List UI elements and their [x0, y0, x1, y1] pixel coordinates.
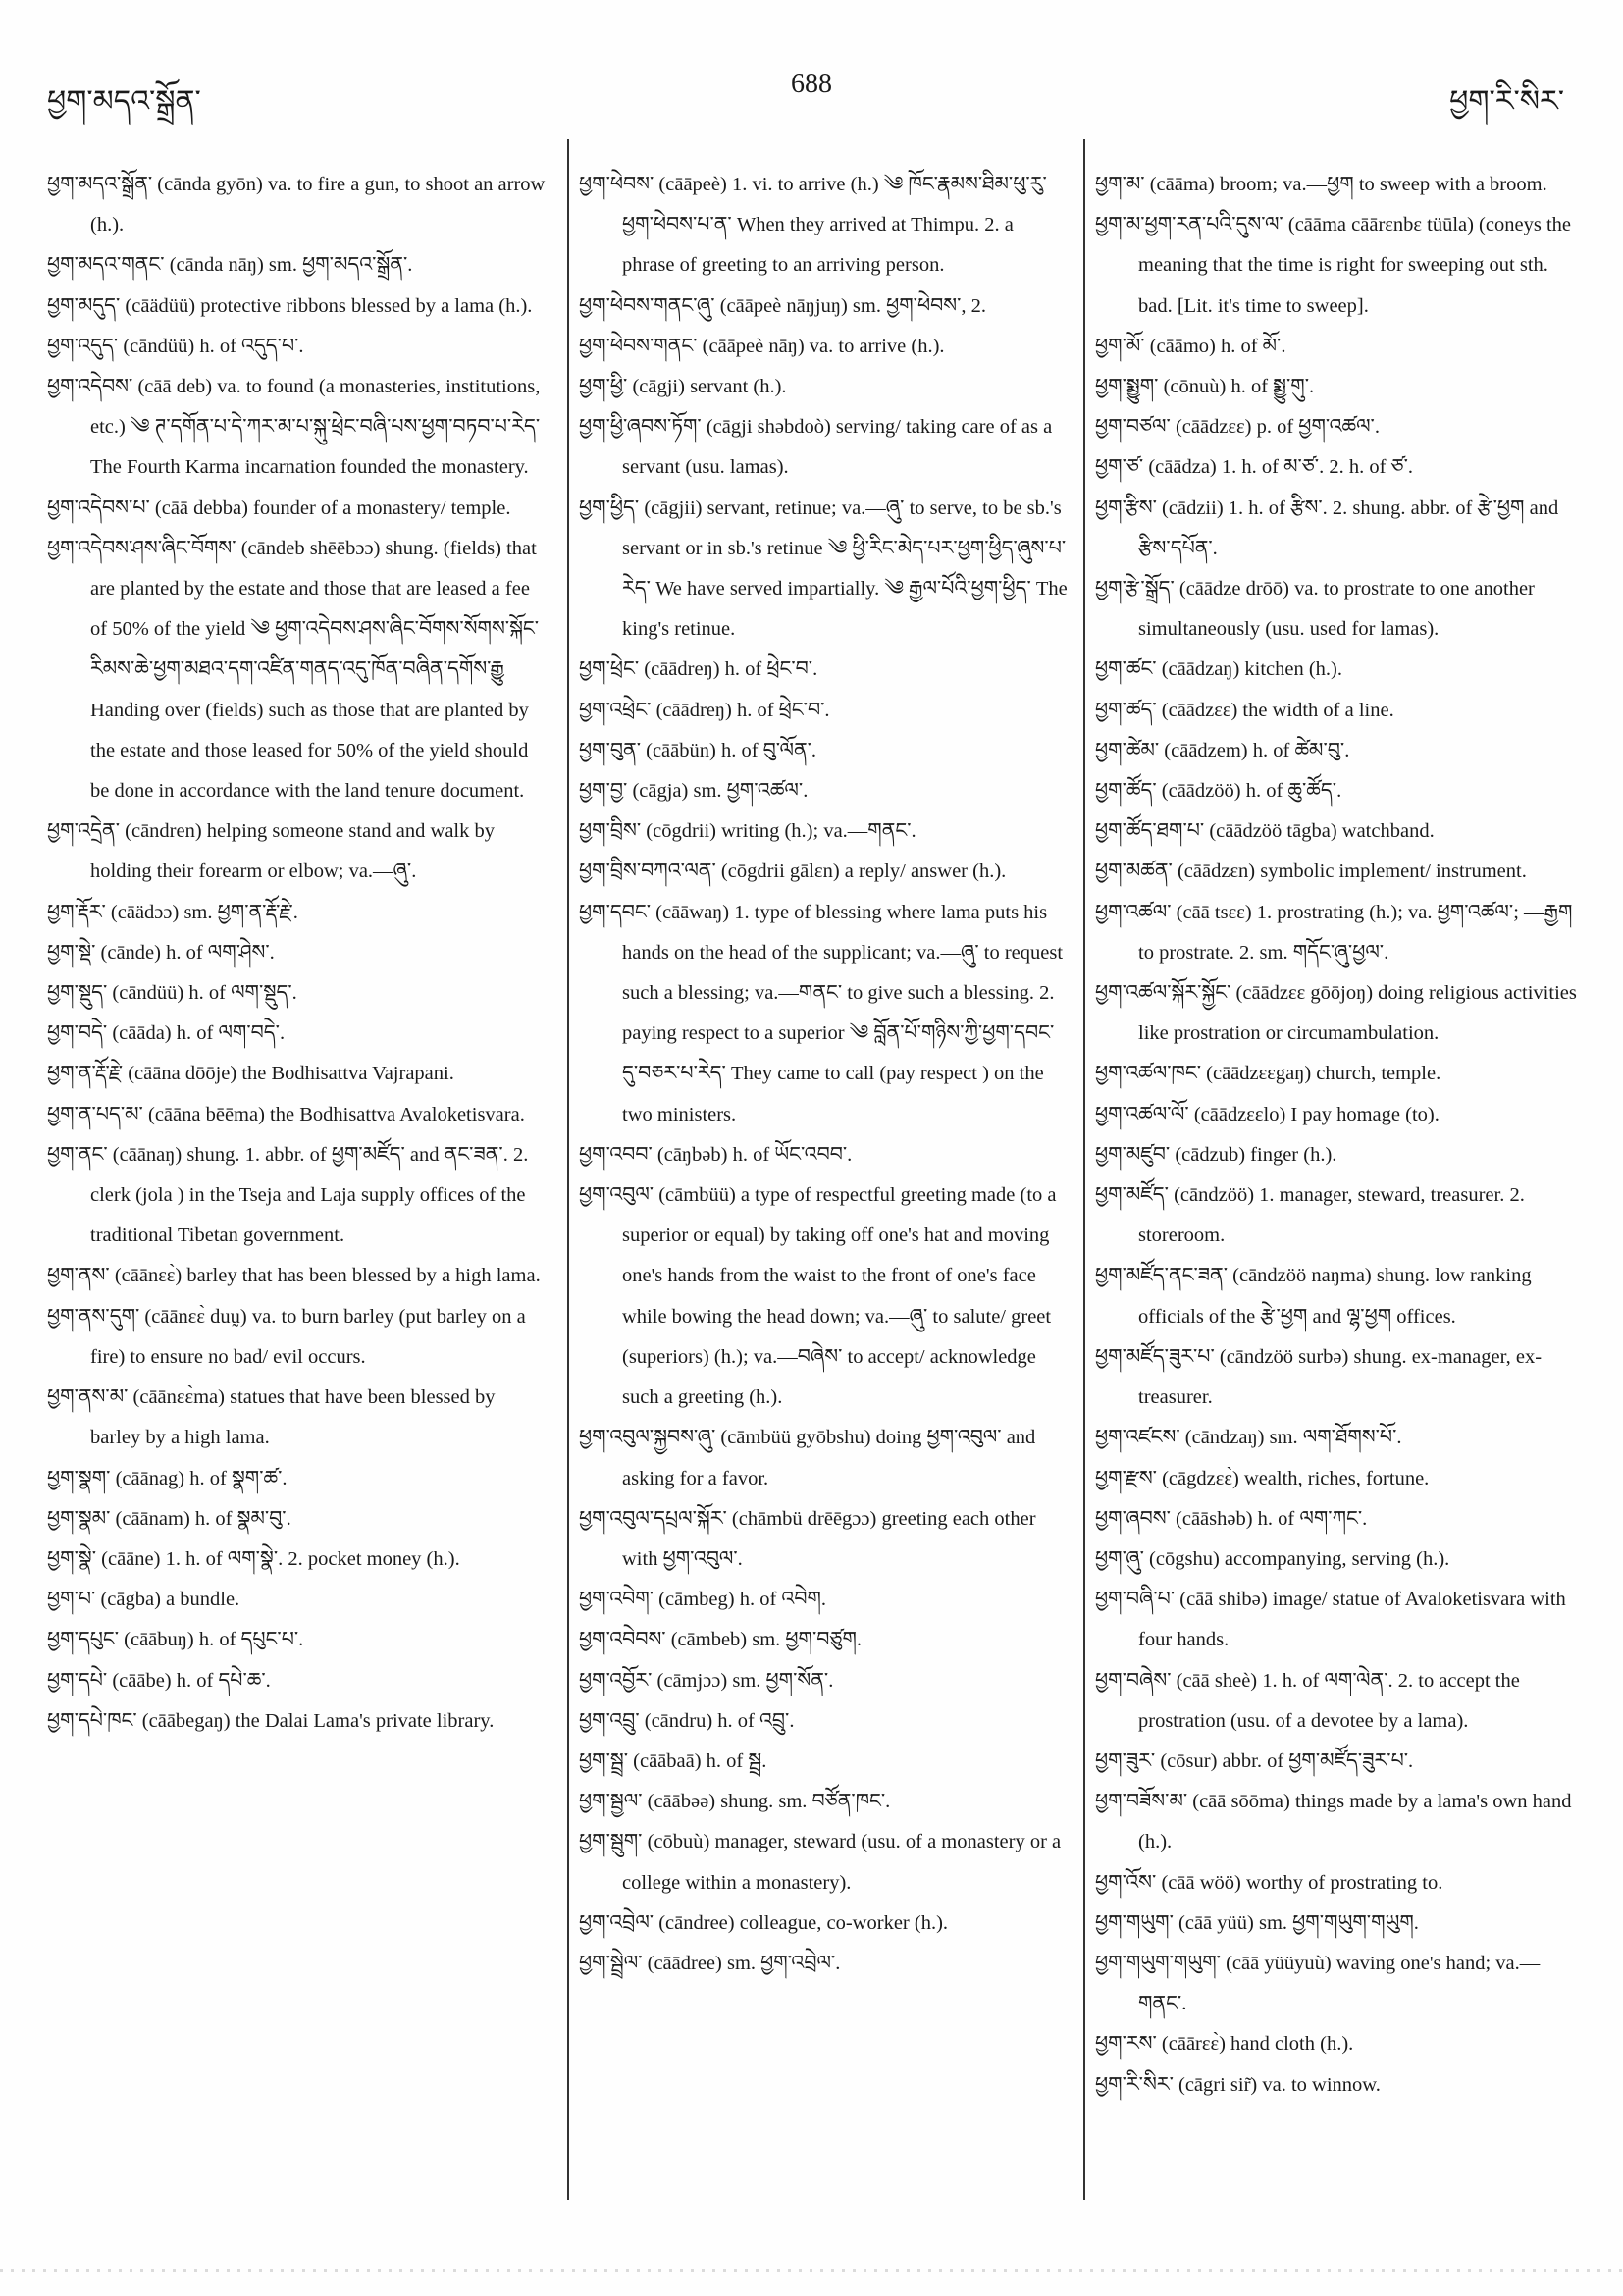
dictionary-entry: ཕྱག་དཔེ་ཁང་ (cāābegaŋ) the Dalai Lama's private library.: [47, 1709, 495, 1732]
dictionary-entry: ཕྱག་བཟོས་མ་ (cāā sōōma) things made by a lama's own hand (h.).: [1095, 1791, 1572, 1853]
dictionary-entry: ཕྱག་མཛོད་ཟུར་པ་ (cāndzöö surbə) shung. ex-manager, ex-treasurer.: [1095, 1345, 1543, 1409]
dictionary-entry: ཕྱག་ཚོད་ (cāādzöö) h. of ཆུ་ཚོད་.: [1095, 780, 1342, 803]
column-divider: [567, 139, 569, 2200]
dictionary-entry: ཕྱག་བདེ་ (cāāda) h. of ལག་བདེ་.: [47, 1022, 286, 1045]
scan-edge-noise: [0, 2269, 1623, 2272]
page-number: 688: [791, 69, 832, 99]
dictionary-entry: ཕྱག་ཚད་ (cāādzɛɛ) the width of a line.: [1095, 699, 1394, 721]
dictionary-column-3: [1095, 165, 1586, 2106]
dictionary-entry: ཕྱག་ན་རྡོ་རྗེ་ (cāāna dōōje) the Bodhisattva Vajrapani.: [47, 1063, 454, 1085]
dictionary-entry: ཕྱག་ཕེབས་གནང་ (cāāpeè nāŋ) va. to arrive (h.).: [579, 335, 945, 357]
header-right-guideword: ཕྱག་རི་སིར་: [1449, 85, 1564, 118]
dictionary-entry: ཕྱག་མཛུབ་ (cādzub) finger (h.).: [1095, 1143, 1337, 1166]
dictionary-entry: ཕྱག་མདའ་གནང་ (cānda nāŋ) sm. ཕྱག་མདའ་སྒྲོན་.: [47, 254, 413, 277]
dictionary-entry: ཕྱག་བྱ་ (cāgja) sm. ཕྱག་འཚལ་.: [579, 780, 809, 803]
dictionary-entry: ཕྱག་འདྲེན་ (cāndren) helping someone stand and walk by holding their forearm or elbow; va.—ཞུ་.: [47, 820, 496, 883]
dictionary-entry: ཕྱག་ཕྱིད་ (cāgjii) servant, retinue; va.—ཞུ་ to serve, to be sb.'s servant or in sb.'s retinue ༄ ཕྱི་རིང་མེད་པར་ཕྱག་ཕྱིད་ཞུས་པ་རེད་ We have served impartially. ༄ རྒྱལ་པོའི་ཕྱག་ཕྱིད་ The king's retinue.: [579, 496, 1068, 641]
dictionary-entry: ཕྱག་ཕྲེང་ (cāādreŋ) h. of ཕྲེང་བ་.: [579, 658, 818, 681]
dictionary-entry: ཕྱག་ན་པད་མ་ (cāāna bēēma) the Bodhisattva Avaloketisvara.: [47, 1103, 525, 1125]
dictionary-entry: ཕྱག་འབྲུ་ (cāndru) h. of འབྲུ་.: [579, 1709, 795, 1732]
dictionary-entry: ཕྱག་བཙལ་ (cāādzɛɛ) p. of ཕྱག་འཚལ་.: [1095, 416, 1380, 439]
dictionary-entry: ཕྱག་རྡོར་ (cāädɔɔ) sm. ཕྱག་ན་རྡོ་རྗེ་.: [47, 901, 298, 923]
dictionary-entry: ཕྱག་བཞེས་ (cāā sheè) 1. h. of ལག་ལེན་. 2. to accept the prostration (usu. of a devotee by a lama).: [1095, 1669, 1520, 1732]
dictionary-entry: ཕྱག་འབུལ་དཔྲལ་སྐོར་ (chāmbü drēēgɔɔ) greeting each other with ཕྱག་འབུལ་.: [579, 1507, 1036, 1570]
dictionary-entry: ཕྱག་འདེབས་ (cāā deb) va. to found (a monasteries, institutions, etc.) ༄ ཊ་དགོན་པ་དེ་ཀར་མ་པ་སྐུ་ཕྲེང་བཞི་པས་ཕྱག་བཏབ་པ་རེད་ The Fourth Karma incarnation founded the monastery.: [47, 376, 541, 479]
dictionary-entry: ཕྱག་ཕེབས་ (cāāpeè) 1. vi. to arrive (h.) ༄ ཁོང་རྣམས་ཐིམ་ཕུ་རུ་ཕྱག་ཕེབས་པ་ན་ When they arrived at Thimpu. 2. a phrase of greeting to an arriving person.: [579, 174, 1047, 277]
dictionary-entry: ཕྱག་ཞུ་ (cōgshu) accompanying, serving (h.).: [1095, 1547, 1450, 1570]
dictionary-entry: ཕྱག་འབྱོར་ (cāmjɔɔ) sm. ཕྱག་སོན་.: [579, 1669, 834, 1692]
dictionary-entry: ཕྱག་སྣག་ (cāānag) h. of སྣག་ཚ་.: [47, 1467, 288, 1489]
dictionary-entry: ཕྱག་འདེབས་ཤས་ཞིང་བོགས་ (cāndeb shēēbɔɔ) shung. (fields) that are planted by the estate and those that are leased a fee of 50% of the yield ༄ ཕྱག་འདེབས་ཤས་ཞིང་བོགས་སོགས་སྐོང་རིམས་ཆེ་ཕྱག་མཐའ་དག་འཛིན་གནད་འདུ་ཁོན་བཞིན་དགོས་རྒྱུ Handing over (fields) such as those that are planted by the estate and those leased for 50% of the yield should be done in accordance with the land tenure document.: [47, 537, 540, 803]
dictionary-entry: ཕྱག་ཕྱི་ཞབས་ཏོག་ (cāgji shəbdoò) serving/ taking care of as a servant (usu. lamas).: [579, 416, 1053, 479]
dictionary-entry: ཕྱག་མཚན་ (cāādzɛn) symbolic implement/ instrument.: [1095, 861, 1527, 883]
dictionary-entry: ཕྱག་རྩེ་སྒྲོད་ (cāādze drōō) va. to prostrate to one another simultaneously (usu. used for lamas).: [1095, 578, 1535, 641]
dictionary-entry: ཕྱག་སྡུད་ (cāndüü) h. of ལག་སྡུད་.: [47, 982, 297, 1005]
dictionary-entry: ཕྱག་ནས་ (cāānɛɛ̀) barley that has been blessed by a high lama.: [47, 1265, 541, 1287]
dictionary-entry: ཕྱག་ཚེམ་ (cāādzem) h. of ཚེམ་བུ་.: [1095, 739, 1350, 761]
dictionary-entry: ཕྱག་བུན་ (cāābün) h. of བུ་ལོན་.: [579, 739, 817, 761]
dictionary-entry: ཕྱག་ཚོད་ཐག་པ་ (cāādzöö tāgba) watchband.: [1095, 820, 1435, 843]
dictionary-entry: ཕྱག་སྣམ་ (cāānam) h. of སྣམ་བུ་.: [47, 1507, 291, 1530]
dictionary-entry: ཕྱག་མ་ (cāāma) broom; va.—ཕྱག to sweep with a broom.: [1095, 174, 1547, 195]
header-left-guideword: ཕྱག་མདའ་སྒྲོན་: [47, 85, 201, 118]
dictionary-entry: ཕྱག་ནས་མ་ (cāānɛɛ̀ma) statues that have been blessed by barley by a high lama.: [47, 1386, 496, 1449]
dictionary-entry: ཕྱག་སྣེ་ (cāāne) 1. h. of ལག་སྣེ་. 2. pocket money (h.).: [47, 1547, 460, 1570]
dictionary-entry: ཕྱག་བྲིས་ (cōgdrii) writing (h.); va.—གནང་.: [579, 820, 916, 843]
dictionary-entry: ཕྱག་སྦུག་ (cōbuù) manager, steward (usu. of a monastery or a college within a monastery).: [579, 1831, 1062, 1894]
dictionary-entry: ཕྱག་དབང་ (cāāwaŋ) 1. type of blessing where lama puts his hands on the head of the supplicant; va.—ཞུ་ to request such a blessing; va.—གནང་ to give such a blessing. 2. paying respect to a superior ༄ བློན་པོ་གཉིས་ཀྱི་ཕྱག་དབང་དུ་བཅར་པ་རེད་ They came to call (pay respect ) on the two ministers.: [579, 901, 1064, 1125]
column-divider: [1083, 139, 1085, 2200]
dictionary-entry: ཕྱག་སྦྱལ་ (cāābəə) shung. sm. བཙོན་ཁང་.: [579, 1791, 891, 1813]
dictionary-entry: ཕྱག་དཔེ་ (cāābe) h. of དཔེ་ཆ་.: [47, 1669, 271, 1692]
dictionary-entry: ཕྱག་སྦྲེལ་ (cāādree) sm. ཕྱག་འབྲེལ་.: [579, 1952, 841, 1974]
dictionary-entry: ཕྱག་ནང་ (cāānaŋ) shung. 1. abbr. of ཕྱག་མཛོད་ and ནང་ཟན་. 2. clerk (jola ) in the Tseja and Laja supply offices of the traditional Tibetan government.: [47, 1143, 529, 1247]
dictionary-entry: ཕྱག་པ་ (cāgba) a bundle.: [47, 1589, 240, 1611]
dictionary-entry: ཕྱག་དཔུང་ (cāābuŋ) h. of དཔུང་པ་.: [47, 1629, 304, 1651]
dictionary-entry: ཕྱག་སྦྲ་ (cāābaā) h. of སྦྲ.: [579, 1749, 767, 1772]
dictionary-entry: ཕྱག་སྡེ་ (cānde) h. of ལག་ཤེས་.: [47, 941, 275, 964]
dictionary-entry: ཕྱག་ཕེབས་གནང་ཞུ་ (cāāpeè nāŋjuŋ) sm. ཕྱག་ཕེབས་, 2.: [579, 294, 987, 317]
dictionary-entry: ཕྱག་འཚལ་ལོ་ (cāādzɛɛlo) I pay homage (to).: [1095, 1103, 1440, 1125]
dictionary-entry: ཕྱག་བཞི་པ་ (cāā shibə) image/ statue of Avaloketisvara with four hands.: [1095, 1589, 1566, 1651]
dictionary-entry: ཕྱག་འཚལ་ཁང་ (cāādzɛɛgaŋ) church, temple.: [1095, 1063, 1441, 1085]
dictionary-entry: ཕྱག་ཚང་ (cāādzaŋ) kitchen (h.).: [1095, 658, 1343, 681]
dictionary-entry: ཕྱག་འབུལ་ (cāmbüü) a type of respectful greeting made (to a superior or equal) by taking off one's hat and moving one's hands from the waist to the front of one's face while bowing the head down; va.—ཞུ་ to salute/ greet (superiors) (h.); va.—བཞེས་ to accept/ acknowledge such a greeting (h.).: [579, 1184, 1057, 1409]
dictionary-column-2: [579, 165, 1070, 1984]
dictionary-entry: ཕྱག་ཙ་ (cāādza) 1. h. of མ་ཙ་. 2. h. of ཙ་.: [1095, 456, 1414, 479]
dictionary-entry: ཕྱག་མདའ་སྒྲོན་ (cānda gyōn) va. to fire a gun, to shoot an arrow (h.).: [47, 174, 546, 236]
dictionary-entry: ཕྱག་མཛོད་ (cāndzöö) 1. manager, steward, treasurer. 2. storeroom.: [1095, 1184, 1525, 1247]
dictionary-entry: ཕྱག་མ་ཕྱག་རན་པའི་དུས་ལ་ (cāāma cāārɛnbɛ tüūla) (coneys the meaning that the time is right for sweeping out sth. bad. [Lit. it's time to sweep].: [1095, 214, 1571, 317]
dictionary-entry: ཕྱག་སྨྱུག་ (cōnuù) h. of སྨྱུ་གུ་.: [1095, 376, 1315, 398]
dictionary-entry: ཕྱག་འདེབས་པ་ (cāā debba) founder of a monastery/ temple.: [47, 496, 511, 519]
dictionary-entry: ཕྱག་རས་ (cāārɛɛ̀) hand cloth (h.).: [1095, 2033, 1354, 2056]
dictionary-entry: ཕྱག་ཟུར་ (cōsur) abbr. of ཕྱག་མཛོད་ཟུར་པ་.: [1095, 1749, 1414, 1772]
dictionary-entry: ཕྱག་མདུད་ (cāädüü) protective ribbons blessed by a lama (h.).: [47, 294, 533, 317]
dictionary-column-1: [47, 165, 550, 1742]
dictionary-entry: ཕྱག་འབྲེལ་ (cāndree) colleague, co-worker (h.).: [579, 1911, 949, 1934]
dictionary-entry: ཕྱག་ཞབས་ (cāāshəb) h. of ལག་ཀང་.: [1095, 1507, 1368, 1530]
dictionary-entry: ཕྱག་འཚལ་ (cāā tsɛɛ) 1. prostrating (h.); va. ཕྱག་འཚལ་; —རྒྱག to prostrate. 2. sm. གདོང་ཞུ་ཕྱལ་.: [1095, 901, 1573, 964]
dictionary-entry: ཕྱག་འབུལ་སྐྱབས་ཞུ་ (cāmbüü gyōbshu) doing ཕྱག་འབུལ་ and asking for a favor.: [579, 1427, 1036, 1489]
dictionary-entry: ཕྱག་རི་སིར་ (cāgri sir̃) va. to winnow.: [1095, 2073, 1381, 2096]
dictionary-entry: ཕྱག་འབབ་ (cāŋbəb) h. of ཡོང་འབབ་.: [579, 1143, 853, 1166]
dictionary-entry: ཕྱག་གཡུག་ (cāā yüü) sm. ཕྱག་གཡུག་གཡུག.: [1095, 1911, 1419, 1934]
dictionary-entry: ཕྱག་རྫས་ (cāgdzɛɛ̀) wealth, riches, fortune.: [1095, 1467, 1430, 1489]
dictionary-entry: ཕྱག་འཛངས་ (cāndzaŋ) sm. ལག་ཐོགས་པོ་.: [1095, 1427, 1402, 1449]
dictionary-entry: ཕྱག་ཕྱི་ (cāgji) servant (h.).: [579, 376, 787, 398]
dictionary-entry: ཕྱག་འབེབས་ (cāmbeb) sm. ཕྱག་བཙུག.: [579, 1629, 863, 1651]
dictionary-entry: ཕྱག་འཕྲེང་ (cāādreŋ) h. of ཕྲེང་བ་.: [579, 699, 830, 721]
dictionary-entry: ཕྱག་རྩིས་ (cādzii) 1. h. of རྩིས་. 2. shung. abbr. of རྩེ་ཕྱག and རྩིས་དཔོན་.: [1095, 496, 1559, 559]
dictionary-entry: ཕྱག་འབེག་ (cāmbeg) h. of འབེག.: [579, 1589, 827, 1611]
dictionary-entry: ཕྱག་གཡུག་གཡུག་ (cāā yüüyuù) waving one's hand; va.—གནང་.: [1095, 1952, 1541, 2015]
dictionary-entry: ཕྱག་མཛོད་ནང་ཟན་ (cāndzöö naŋma) shung. low ranking officials of the རྩེ་ཕྱག and ལྷ་ཕྱག offices.: [1095, 1265, 1532, 1328]
dictionary-entry: ཕྱག་མོ་ (cāāmo) h. of མོ་.: [1095, 335, 1286, 357]
dictionary-entry: ཕྱག་ནས་དུག་ (cāānɛɛ̀ duṵ) va. to burn barley (put barley on a fire) to ensure no bad/ evil occurs.: [47, 1305, 526, 1368]
dictionary-entry: ཕྱག་བྲིས་བཀའ་ལན་ (cōgdrii gālɛn) a reply/ answer (h.).: [579, 861, 1007, 883]
dictionary-entry: ཕྱག་འདུད་ (cāndüü) h. of འདུད་པ་.: [47, 335, 304, 357]
dictionary-entry: ཕྱག་འོས་ (cāā wöö) worthy of prostrating to.: [1095, 1871, 1443, 1894]
dictionary-entry: ཕྱག་འཚལ་སྐོར་སྐྱོང་ (cāādzɛɛ gōōjoŋ) doing religious activities like prostration or circumambulation.: [1095, 982, 1577, 1045]
